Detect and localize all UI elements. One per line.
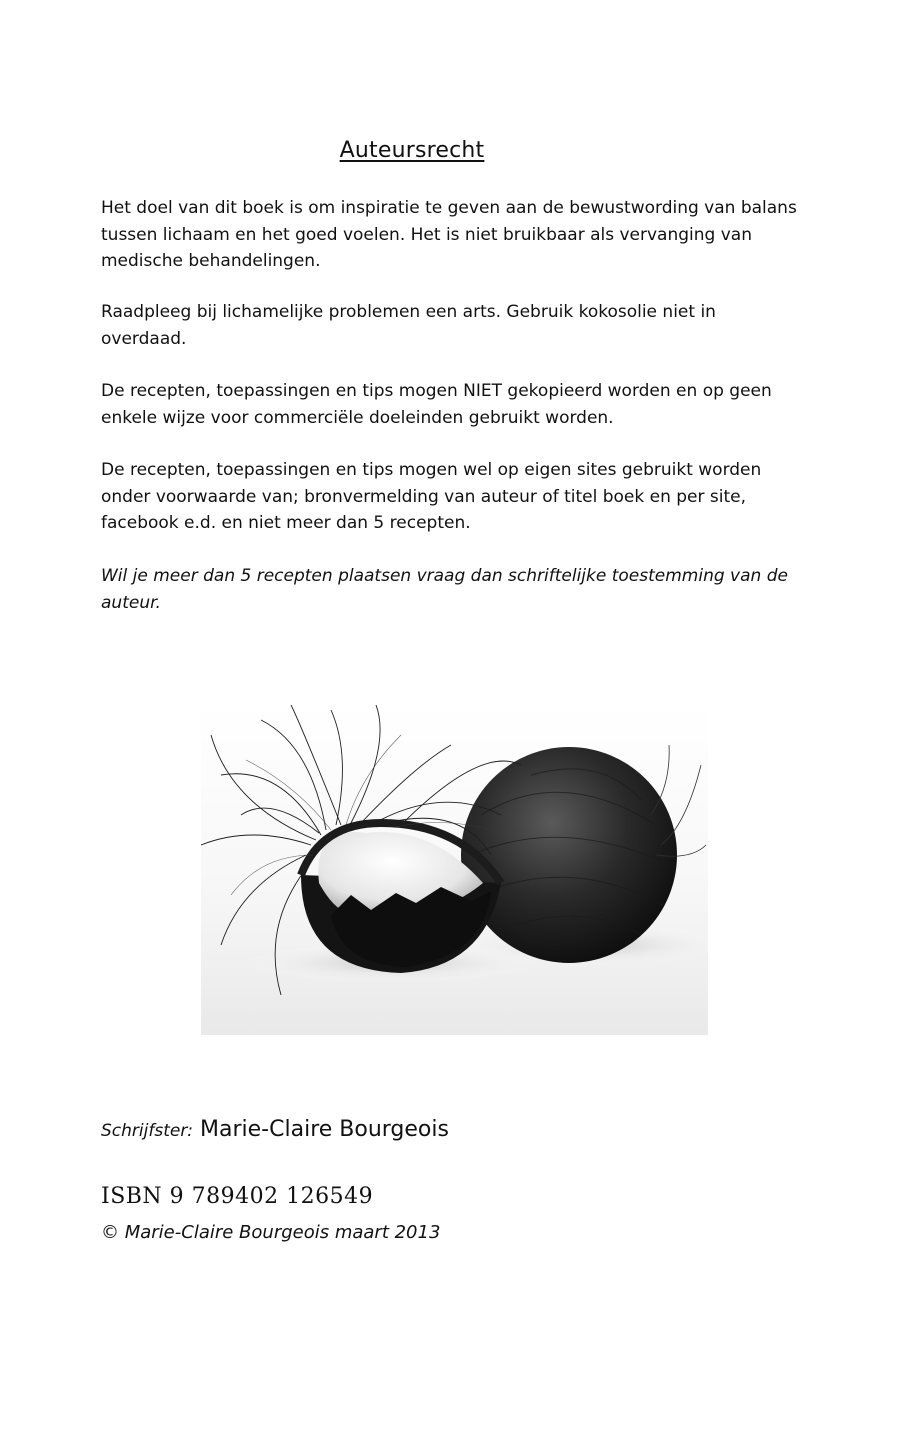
author-name: Marie-Claire Bourgeois bbox=[200, 1117, 449, 1142]
paragraph-permission-note: Wil je meer dan 5 recepten plaatsen vraag dan schriftelijke toestemming van de auteur. bbox=[101, 566, 788, 613]
author-line bbox=[101, 1117, 449, 1142]
paragraph-no-copy: De recepten, toepassingen en tips mogen NIET gekopieerd worden en op geen enkele wijze voor commerciële doeleinden gebruikt worden. bbox=[101, 381, 772, 428]
paragraph-purpose: Het doel van dit boek is om inspiratie te geven aan de bewustwording van balans tussen lichaam en het goed voelen. Het is niet bruikbaar als vervanging van medische behandelingen. bbox=[101, 198, 797, 271]
page-title: Auteursrecht bbox=[339, 138, 485, 163]
isbn: ISBN 9 789402 126549 bbox=[101, 1184, 374, 1209]
copyright-line: © Marie-Claire Bourgeois maart 2013 bbox=[101, 1222, 441, 1243]
coconut-photo bbox=[201, 705, 708, 1035]
paragraph-consult-doctor: Raadpleeg bij lichamelijke problemen een arts. Gebruik kokosolie niet in overdaad. bbox=[101, 302, 716, 349]
paragraph-usage-conditions: De recepten, toepassingen en tips mogen wel op eigen sites gebruikt worden onder voorwaarde van; bronvermelding van auteur of titel boek en per site, facebook e.d. en niet meer dan 5 recepten. bbox=[101, 460, 762, 533]
author-label: Schrijfster: bbox=[101, 1121, 194, 1141]
